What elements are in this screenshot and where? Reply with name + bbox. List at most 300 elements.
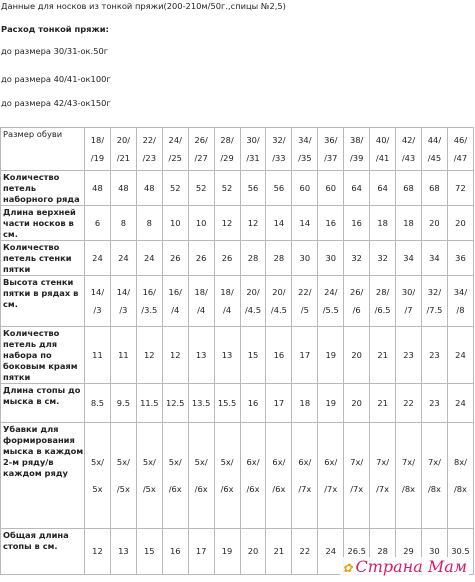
size-top: 22/ — [142, 134, 156, 145]
cell-value: 8 — [120, 217, 127, 228]
flower-icon: ✿ — [342, 561, 353, 575]
table-cell — [447, 241, 473, 276]
cell-bottom: /6x — [194, 483, 208, 494]
size-cell — [214, 128, 240, 171]
document-title: Данные для носков из тонкой пряжи(200-210м/50г.,спицы №2,5) — [1, 1, 286, 11]
cell-top: 22/ — [298, 286, 312, 297]
table-cell — [421, 276, 447, 327]
size-cell — [240, 128, 266, 171]
size-bottom: /35 — [298, 152, 312, 163]
header-row — [1, 128, 474, 171]
cell-value: 21 — [273, 546, 285, 556]
cell-value: 16 — [273, 349, 285, 360]
cell-value: 24 — [325, 546, 337, 556]
cell-value: 26 — [221, 252, 233, 263]
cell-value: 20 — [351, 397, 362, 408]
cell-value: 26.5 — [347, 546, 366, 556]
cell-top: 20/ — [272, 286, 286, 297]
table-cell — [370, 276, 396, 327]
table-cell — [344, 276, 370, 327]
cell-bottom: /6.5 — [374, 304, 391, 315]
cell-value: 14 — [299, 217, 311, 228]
table-cell — [85, 276, 111, 327]
cell-bottom: /7 — [404, 304, 413, 315]
table-cell — [240, 327, 266, 384]
table-cell — [396, 241, 422, 276]
table-cell — [318, 171, 344, 206]
size-top: 36/ — [324, 134, 338, 145]
size-cell — [447, 128, 473, 171]
table-cell — [110, 171, 136, 206]
cell-top: 30/ — [401, 286, 416, 297]
cell-value: 16 — [169, 546, 181, 556]
table-cell — [240, 241, 266, 276]
table-cell — [370, 384, 396, 423]
size-top: 20/ — [116, 134, 131, 145]
cell-value: 19 — [325, 397, 337, 408]
cell-bottom: /7.5 — [426, 304, 443, 315]
size-top: 40/ — [375, 134, 390, 145]
table-cell — [110, 384, 136, 423]
table-cell — [240, 529, 266, 575]
cell-bottom: /7x — [298, 483, 312, 494]
cell-bottom: /3 — [93, 304, 102, 315]
cell-value: 24 — [455, 397, 466, 408]
cell-value: 11 — [92, 349, 103, 360]
size-cell — [266, 128, 292, 171]
table-cell — [240, 276, 266, 327]
table-cell — [85, 206, 111, 241]
cell-value: 8 — [146, 217, 152, 228]
table-cell — [214, 327, 240, 384]
cell-value: 34 — [403, 252, 414, 263]
table-cell — [188, 171, 214, 206]
cell-value: 72 — [455, 182, 466, 193]
cell-value: 24 — [118, 252, 129, 263]
size-bottom: /47 — [453, 152, 468, 163]
cell-top: 6x/ — [272, 456, 286, 467]
table-cell — [266, 171, 292, 206]
cell-bottom: /3.5 — [141, 304, 158, 315]
table-cell — [447, 384, 473, 423]
table-cell — [292, 206, 318, 241]
cell-top: 5x/ — [220, 456, 234, 467]
table-cell — [162, 171, 188, 206]
table-cell — [344, 206, 370, 241]
table-cell — [162, 384, 188, 423]
cell-value: 30 — [325, 252, 337, 263]
table-cell — [188, 529, 214, 575]
cell-value: 32 — [351, 252, 362, 263]
table-cell — [318, 206, 344, 241]
row-label: Убавки для формирования мыска в каждом 2-м ряду/в каждом ряду — [1, 423, 85, 529]
table-row — [1, 384, 474, 423]
size-top: 38/ — [350, 134, 364, 145]
cell-value: 30 — [429, 546, 440, 556]
size-top: 24/ — [168, 134, 182, 145]
table-cell — [85, 529, 111, 575]
table-cell — [344, 171, 370, 206]
table-cell — [318, 276, 344, 327]
cell-bottom: /6x — [272, 483, 286, 494]
table-cell — [188, 384, 214, 423]
cell-value: 29 — [403, 546, 414, 556]
table-cell — [447, 276, 473, 327]
table-cell — [447, 171, 473, 206]
table-cell — [85, 327, 111, 384]
table-cell — [396, 384, 422, 423]
cell-top: 5x/ — [168, 456, 182, 467]
cell-value: 12 — [144, 349, 155, 360]
cell-bottom: 5x — [92, 483, 103, 494]
table-cell — [110, 327, 136, 384]
cell-value: 10 — [195, 217, 207, 228]
cell-value: 14 — [273, 217, 285, 228]
table-cell — [292, 171, 318, 206]
cell-value: 52 — [221, 182, 233, 193]
cell-top: 14/ — [116, 286, 131, 297]
cell-top: 28/ — [375, 286, 390, 297]
table-cell — [396, 423, 422, 529]
table-cell — [214, 241, 240, 276]
cell-value: 22 — [299, 546, 311, 556]
size-cell — [421, 128, 447, 171]
cell-value: 17 — [299, 349, 311, 360]
cell-bottom: /7x — [324, 483, 338, 494]
size-cell — [136, 128, 162, 171]
table-cell — [162, 206, 188, 241]
row-label: Высота стенки пятки в рядах в см. — [1, 276, 85, 327]
cell-value: 28 — [273, 252, 285, 263]
table-cell — [214, 423, 240, 529]
cell-value: 12 — [247, 217, 259, 228]
cell-value: 23 — [429, 397, 440, 408]
cell-value: 24 — [144, 252, 155, 263]
cell-value: 48 — [92, 182, 103, 193]
cell-value: 30 — [299, 252, 311, 263]
size-cell — [162, 128, 188, 171]
cell-value: 20 — [429, 217, 440, 228]
size-bottom: /19 — [90, 152, 105, 163]
cell-top: 18/ — [220, 286, 234, 297]
table-cell — [421, 206, 447, 241]
table-cell — [292, 529, 318, 575]
cell-top: 5x/ — [194, 456, 208, 467]
table-cell — [421, 423, 447, 529]
cell-top: 32/ — [427, 286, 442, 297]
table-cell — [266, 529, 292, 575]
size-cell — [318, 128, 344, 171]
cell-bottom: /3 — [119, 304, 128, 315]
table-cell — [396, 276, 422, 327]
table-cell — [214, 171, 240, 206]
size-cell — [188, 128, 214, 171]
table-cell — [136, 423, 162, 529]
size-top: 42/ — [401, 134, 416, 145]
cell-value: 18 — [299, 397, 311, 408]
cell-bottom: /5x — [142, 483, 156, 494]
cell-value: 48 — [144, 182, 155, 193]
header-label: Размер обуви — [1, 128, 85, 171]
table-cell — [266, 423, 292, 529]
cell-value: 19 — [221, 546, 233, 556]
cell-value: 64 — [377, 182, 388, 193]
table-cell — [318, 327, 344, 384]
table-cell — [214, 276, 240, 327]
cell-top: 5x/ — [116, 456, 130, 467]
table-cell — [110, 206, 136, 241]
table-cell — [266, 241, 292, 276]
table-cell — [162, 529, 188, 575]
cell-top: 6x/ — [298, 456, 312, 467]
cell-top: 34/ — [453, 286, 468, 297]
table-cell — [188, 423, 214, 529]
cell-top: 6x/ — [324, 456, 338, 467]
table-cell — [240, 206, 266, 241]
table-cell — [344, 423, 370, 529]
table-cell — [136, 276, 162, 327]
cell-top: 5x/ — [142, 456, 156, 467]
row-label: Общая длина стопы в см. — [1, 529, 85, 575]
cell-value: 17 — [195, 546, 207, 556]
cell-value: 12 — [221, 217, 233, 228]
cell-value: 28 — [377, 546, 388, 556]
size-bottom: /41 — [375, 152, 390, 163]
cell-bottom: /7x — [350, 483, 364, 494]
size-bottom: /25 — [168, 152, 182, 163]
size-bottom: /39 — [350, 152, 364, 163]
table-cell — [266, 206, 292, 241]
cell-top: 20/ — [246, 286, 260, 297]
cell-top: 14/ — [90, 286, 105, 297]
cell-value: 26 — [169, 252, 181, 263]
size-bottom: /29 — [220, 152, 234, 163]
cell-value: 30.5 — [451, 546, 470, 556]
cell-value: 56 — [247, 182, 259, 193]
table-cell — [292, 384, 318, 423]
cell-value: 19 — [325, 349, 337, 360]
cell-bottom: /4 — [171, 304, 180, 315]
table-cell — [136, 327, 162, 384]
table-row — [1, 276, 474, 327]
cell-bottom: /4.5 — [244, 304, 261, 315]
size-top: 18/ — [90, 134, 105, 145]
table-cell — [162, 423, 188, 529]
size-cell — [370, 128, 396, 171]
cell-value: 32 — [377, 252, 388, 263]
cell-value: 15 — [144, 546, 155, 556]
cell-value: 20 — [455, 217, 466, 228]
size-bottom: /33 — [272, 152, 286, 163]
cell-value: 60 — [299, 182, 311, 193]
cell-top: 5x/ — [90, 456, 104, 467]
size-bottom: /31 — [246, 152, 260, 163]
cell-value: 12 — [92, 546, 103, 556]
table-cell — [370, 327, 396, 384]
cell-value: 12.5 — [165, 397, 185, 408]
table-cell — [344, 241, 370, 276]
cell-value: 60 — [325, 182, 337, 193]
cell-value: 21 — [377, 397, 388, 408]
cell-value: 36 — [455, 252, 466, 263]
size-top: 32/ — [272, 134, 286, 145]
table-cell — [110, 529, 136, 575]
cell-value: 20 — [351, 349, 362, 360]
cell-bottom: /4 — [223, 304, 232, 315]
table-cell — [266, 276, 292, 327]
row-label: Количество петель стенки пятки — [1, 241, 85, 276]
size-top: 28/ — [220, 134, 234, 145]
consumption-line: до размера 42/43-ок150г — [1, 98, 111, 108]
cell-value: 24 — [455, 349, 466, 360]
cell-bottom: /8x — [453, 483, 467, 494]
table-cell — [421, 241, 447, 276]
size-top: 44/ — [427, 134, 442, 145]
cell-top: 6x/ — [246, 456, 260, 467]
cell-top: 24/ — [324, 286, 338, 297]
cell-top: 26/ — [350, 286, 364, 297]
size-bottom: /21 — [116, 152, 131, 163]
cell-value: 18 — [403, 217, 414, 228]
table-cell — [240, 171, 266, 206]
table-cell — [421, 171, 447, 206]
size-bottom: /27 — [194, 152, 208, 163]
table-cell — [240, 423, 266, 529]
cell-top: 7x/ — [402, 456, 416, 467]
table-cell — [110, 423, 136, 529]
table-cell — [292, 276, 318, 327]
cell-value: 48 — [118, 182, 129, 193]
size-bottom: /37 — [324, 152, 338, 163]
cell-value: 13 — [221, 349, 233, 360]
cell-value: 52 — [169, 182, 181, 193]
table-cell — [85, 171, 111, 206]
cell-value: 17 — [273, 397, 285, 408]
cell-value: 68 — [429, 182, 440, 193]
table-cell — [110, 241, 136, 276]
cell-bottom: /8x — [402, 483, 416, 494]
cell-value: 16 — [351, 217, 362, 228]
cell-bottom: /6x — [246, 483, 260, 494]
cell-value: 12 — [169, 349, 181, 360]
table-cell — [421, 327, 447, 384]
table-cell — [85, 423, 111, 529]
cell-value: 26 — [195, 252, 207, 263]
cell-bottom: /6x — [168, 483, 182, 494]
cell-bottom: /6x — [220, 483, 234, 494]
size-top: 26/ — [194, 134, 208, 145]
table-cell — [162, 241, 188, 276]
table-cell — [188, 327, 214, 384]
cell-bottom: /5x — [116, 483, 130, 494]
cell-value: 23 — [403, 349, 414, 360]
cell-value: 22 — [403, 397, 414, 408]
table-cell — [188, 276, 214, 327]
cell-bottom: /8 — [456, 304, 465, 315]
cell-value: 64 — [351, 182, 362, 193]
cell-bottom: /4.5 — [270, 304, 287, 315]
table-cell — [292, 423, 318, 529]
table-cell — [214, 529, 240, 575]
cell-value: 20 — [247, 546, 259, 556]
table-cell — [292, 327, 318, 384]
table-cell — [318, 384, 344, 423]
size-top: 30/ — [246, 134, 260, 145]
table-cell — [162, 276, 188, 327]
table-row — [1, 171, 474, 206]
cell-top: 16/ — [168, 286, 182, 297]
row-label: Длина верхней части носков в см. — [1, 206, 85, 241]
cell-value: 13.5 — [191, 397, 211, 408]
size-cell — [292, 128, 318, 171]
table-row — [1, 327, 474, 384]
table-cell — [447, 206, 473, 241]
cell-value: 11 — [118, 349, 129, 360]
cell-bottom: /4 — [197, 304, 206, 315]
cell-value: 52 — [195, 182, 207, 193]
sock-sizes-table — [0, 127, 474, 575]
yarn-consumption-heading: Расход тонкой пряжи: — [1, 24, 109, 34]
table-cell — [370, 171, 396, 206]
table-cell — [188, 241, 214, 276]
cell-bottom: /7x — [376, 483, 390, 494]
table-cell — [421, 384, 447, 423]
cell-top: 8x/ — [453, 456, 467, 467]
row-label: Длина стопы до мыска в см. — [1, 384, 85, 423]
watermark-logo: ✿ Страна Мам — [342, 557, 467, 576]
table-cell — [85, 241, 111, 276]
cell-value: 34 — [429, 252, 440, 263]
cell-top: 7x/ — [350, 456, 364, 467]
table-cell — [370, 241, 396, 276]
table-cell — [136, 171, 162, 206]
cell-bottom: /6 — [352, 304, 361, 315]
size-top: 34/ — [298, 134, 312, 145]
cell-value: 23 — [429, 349, 440, 360]
cell-top: 7x/ — [427, 456, 441, 467]
table-cell — [370, 423, 396, 529]
table-cell — [136, 241, 162, 276]
table-cell — [396, 206, 422, 241]
cell-value: 28 — [247, 252, 259, 263]
row-label: Количество петель наборного ряда — [1, 171, 85, 206]
table-cell — [447, 423, 473, 529]
table-cell — [162, 327, 188, 384]
table-cell — [214, 384, 240, 423]
size-top: 46/ — [453, 134, 468, 145]
table-cell — [240, 384, 266, 423]
cell-value: 16 — [325, 217, 337, 228]
table-cell — [370, 206, 396, 241]
cell-value: 15.5 — [217, 397, 237, 408]
table-cell — [136, 384, 162, 423]
table-row — [1, 206, 474, 241]
table-row — [1, 241, 474, 276]
cell-value: 24 — [92, 252, 103, 263]
table-cell — [188, 206, 214, 241]
cell-value: 15 — [247, 349, 259, 360]
table-cell — [344, 384, 370, 423]
table-cell — [318, 423, 344, 529]
size-cell — [396, 128, 422, 171]
cell-bottom: /8x — [427, 483, 441, 494]
table-cell — [396, 171, 422, 206]
cell-top: 18/ — [194, 286, 208, 297]
cell-bottom: /5.5 — [322, 304, 339, 315]
size-bottom: /23 — [142, 152, 156, 163]
cell-top: 7x/ — [376, 456, 390, 467]
cell-top: 16/ — [142, 286, 156, 297]
